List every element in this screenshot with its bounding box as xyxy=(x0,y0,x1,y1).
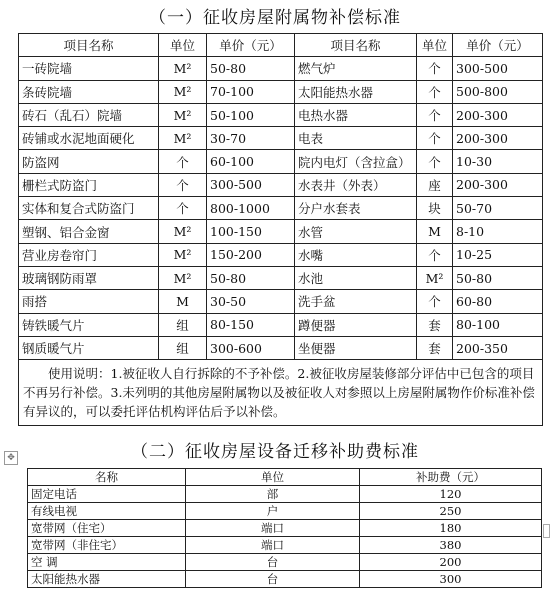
header-unit: 单位 xyxy=(186,469,360,486)
cell-item: 钢质暖气片 xyxy=(19,336,159,359)
cell-name: 空 调 xyxy=(28,554,186,571)
cell-unit: 套 xyxy=(417,313,453,336)
table-row xyxy=(28,486,542,503)
cell-unit: M² xyxy=(159,57,207,80)
table-row xyxy=(19,103,543,126)
cell-price: 10-30 xyxy=(453,150,543,173)
header-price: 单价（元） xyxy=(207,34,295,57)
cell-item: 雨搭 xyxy=(19,290,159,313)
cell-subsidy: 120 xyxy=(360,486,542,503)
cell-unit: 组 xyxy=(159,336,207,359)
table-row xyxy=(19,220,543,243)
cell-item: 砖石（乱石）院墙 xyxy=(19,103,159,126)
cell-subsidy: 200 xyxy=(360,554,542,571)
cell-price: 30-70 xyxy=(207,127,295,150)
cell-unit: M² xyxy=(159,80,207,103)
cell-item: 水嘴 xyxy=(295,243,417,266)
cell-unit: 个 xyxy=(159,197,207,220)
cell-price: 30-50 xyxy=(207,290,295,313)
cell-name: 宽带网（非住宅） xyxy=(28,537,186,554)
table-row xyxy=(28,554,542,571)
header-subsidy: 补助费（元） xyxy=(360,469,542,486)
cell-unit: 座 xyxy=(417,173,453,196)
cell-unit: 个 xyxy=(159,173,207,196)
cell-item: 电表 xyxy=(295,127,417,150)
cell-price: 50-70 xyxy=(453,197,543,220)
table-row xyxy=(19,243,543,266)
cell-item: 水池 xyxy=(295,266,417,289)
cell-item: 燃气炉 xyxy=(295,57,417,80)
header-unit: 单位 xyxy=(417,34,453,57)
table-row xyxy=(19,80,543,103)
cell-subsidy: 380 xyxy=(360,537,542,554)
table-row xyxy=(19,127,543,150)
table-header-row xyxy=(19,34,543,57)
table-row xyxy=(19,266,543,289)
cell-price: 80-150 xyxy=(207,313,295,336)
cell-name: 有线电视 xyxy=(28,503,186,520)
cell-item: 院内电灯（含拉盒） xyxy=(295,150,417,173)
table-header-row xyxy=(28,469,542,486)
cell-unit: 部 xyxy=(186,486,360,503)
cell-unit: 块 xyxy=(417,197,453,220)
cell-unit: M xyxy=(159,290,207,313)
cell-price: 50-100 xyxy=(207,103,295,126)
header-item-name: 项目名称 xyxy=(19,34,159,57)
cell-price: 200-300 xyxy=(453,173,543,196)
cell-price: 10-25 xyxy=(453,243,543,266)
cell-price: 300-600 xyxy=(207,336,295,359)
cell-item: 蹲便器 xyxy=(295,313,417,336)
table-row xyxy=(28,503,542,520)
cell-unit: M² xyxy=(417,266,453,289)
header-unit: 单位 xyxy=(159,34,207,57)
cell-item: 太阳能热水器 xyxy=(295,80,417,103)
usage-note: 使用说明：1.被征收人自行拆除的不予补偿。2.被征收房屋装修部分评估中已包含的项目不再另行补偿。3.未列明的其他房屋附属物以及被征收人对参照以上房屋附属物作价标准补偿有异议的，可以委托评估机构评估后予以补偿。 xyxy=(19,360,543,426)
cell-item: 电热水器 xyxy=(295,103,417,126)
table-row xyxy=(19,150,543,173)
cell-unit: M² xyxy=(159,243,207,266)
cell-price: 150-200 xyxy=(207,243,295,266)
cell-subsidy: 180 xyxy=(360,520,542,537)
section1-title: （一）征收房屋附属物补偿标准 xyxy=(149,8,401,28)
cell-item: 分户水套表 xyxy=(295,197,417,220)
cell-price: 100-150 xyxy=(207,220,295,243)
table-row xyxy=(28,520,542,537)
header-price: 单价（元） xyxy=(453,34,543,57)
cell-unit: 个 xyxy=(417,243,453,266)
header-name: 名称 xyxy=(28,469,186,486)
cell-unit: 个 xyxy=(417,80,453,103)
section2-title: （二）征收房屋设备迁移补助费标准 xyxy=(131,442,419,462)
cell-price: 50-80 xyxy=(207,57,295,80)
cell-item: 砖铺或水泥地面硬化 xyxy=(19,127,159,150)
cell-price: 300-500 xyxy=(453,57,543,80)
cell-unit: 个 xyxy=(417,103,453,126)
usage-note-row xyxy=(19,360,543,426)
table-row xyxy=(19,197,543,220)
cell-item: 玻璃钢防雨罩 xyxy=(19,266,159,289)
cell-unit: 台 xyxy=(186,571,360,588)
table-row xyxy=(19,313,543,336)
cell-subsidy: 300 xyxy=(360,571,542,588)
cell-unit: 台 xyxy=(186,554,360,571)
cell-price: 70-100 xyxy=(207,80,295,103)
table-row xyxy=(19,173,543,196)
cell-price: 200-300 xyxy=(453,127,543,150)
cell-price: 80-100 xyxy=(453,313,543,336)
cell-name: 宽带网（住宅） xyxy=(28,520,186,537)
cell-item: 坐便器 xyxy=(295,336,417,359)
cell-item: 塑钢、铝合金窗 xyxy=(19,220,159,243)
cell-price: 50-80 xyxy=(453,266,543,289)
cell-unit: 个 xyxy=(417,290,453,313)
table-row xyxy=(19,336,543,359)
cell-item: 栅栏式防盗门 xyxy=(19,173,159,196)
cell-item: 水管 xyxy=(295,220,417,243)
cell-name: 固定电话 xyxy=(28,486,186,503)
cell-unit: 组 xyxy=(159,313,207,336)
cell-price: 60-100 xyxy=(207,150,295,173)
cell-item: 水表井（外表） xyxy=(295,173,417,196)
cell-subsidy: 250 xyxy=(360,503,542,520)
compensation-table xyxy=(18,33,543,426)
cell-price: 500-800 xyxy=(453,80,543,103)
table-row xyxy=(28,537,542,554)
cell-item: 铸铁暖气片 xyxy=(19,313,159,336)
cell-unit: 套 xyxy=(417,336,453,359)
cell-unit: M² xyxy=(159,127,207,150)
equipment-relocation-table xyxy=(27,468,542,588)
cell-name: 太阳能热水器 xyxy=(28,571,186,588)
cell-unit: 端口 xyxy=(186,520,360,537)
header-item-name: 项目名称 xyxy=(295,34,417,57)
table-row xyxy=(28,571,542,588)
cell-item: 防盗网 xyxy=(19,150,159,173)
cell-unit: 个 xyxy=(159,150,207,173)
table-row xyxy=(19,290,543,313)
cell-unit: 个 xyxy=(417,127,453,150)
cell-unit: 端口 xyxy=(186,537,360,554)
cell-unit: 个 xyxy=(417,57,453,80)
cell-unit: M² xyxy=(159,266,207,289)
cell-price: 200-300 xyxy=(453,103,543,126)
cell-item: 条砖院墙 xyxy=(19,80,159,103)
cell-item: 一砖院墙 xyxy=(19,57,159,80)
cell-unit: M² xyxy=(159,103,207,126)
cell-item: 洗手盆 xyxy=(295,290,417,313)
cell-item: 实体和复合式防盗门 xyxy=(19,197,159,220)
cell-unit: 个 xyxy=(417,150,453,173)
table-resize-handle[interactable] xyxy=(543,524,550,538)
cell-price: 8-10 xyxy=(453,220,543,243)
cell-price: 50-80 xyxy=(207,266,295,289)
cell-item: 营业房卷帘门 xyxy=(19,243,159,266)
cell-price: 200-350 xyxy=(453,336,543,359)
table-row xyxy=(19,57,543,80)
move-handle-icon[interactable]: ✥ xyxy=(4,451,18,465)
cell-price: 300-500 xyxy=(207,173,295,196)
cell-unit: M xyxy=(417,220,453,243)
cell-unit: M² xyxy=(159,220,207,243)
cell-price: 60-80 xyxy=(453,290,543,313)
cell-price: 800-1000 xyxy=(207,197,295,220)
cell-unit: 户 xyxy=(186,503,360,520)
